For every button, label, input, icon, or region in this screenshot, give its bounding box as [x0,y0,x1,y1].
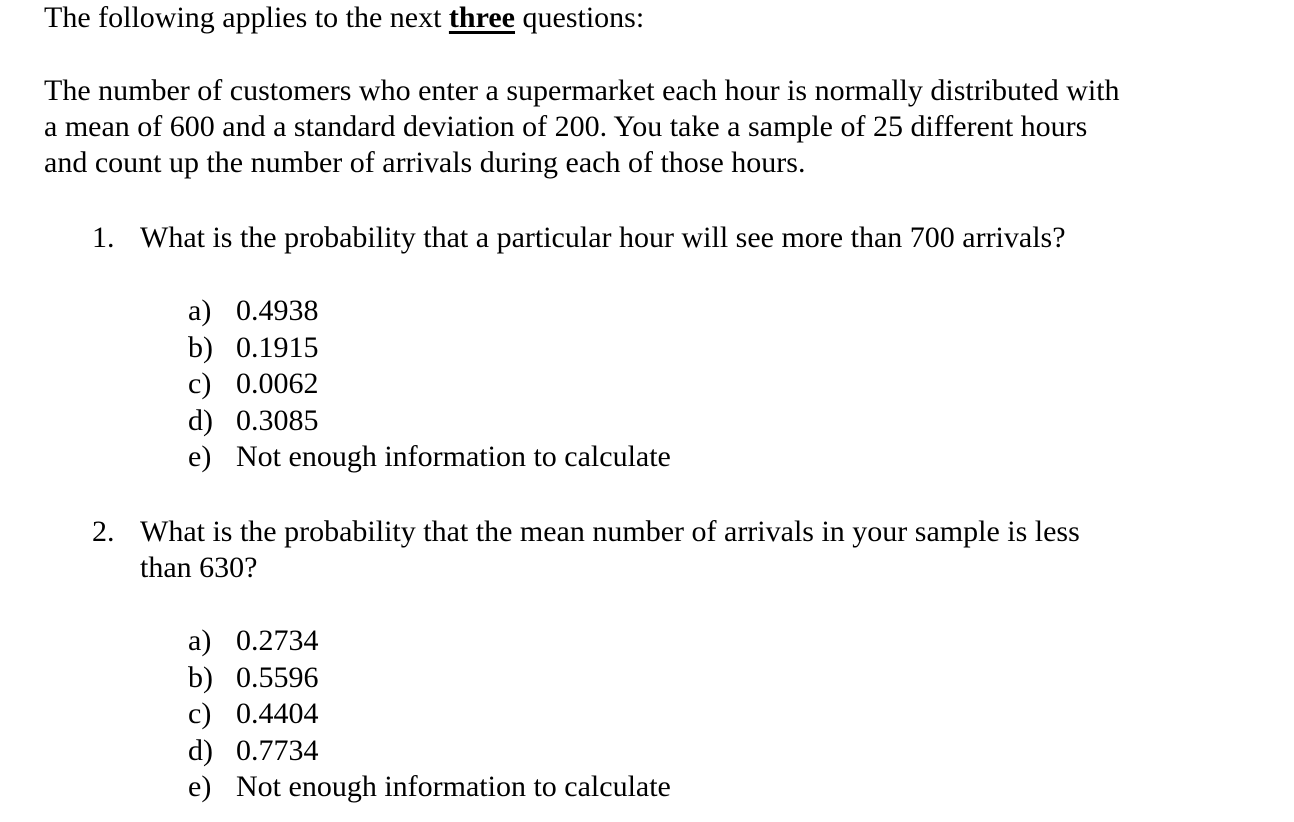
option-text: 0.4938 [236,294,319,327]
question-text-line: What is the probability that the mean number of arrivals in your sample is less [140,515,1080,548]
stem-line: a mean of 600 and a standard deviation of 200. You take a sample of 25 different hours [44,110,1088,143]
question-text-line: than 630? [140,551,258,584]
question-text [140,514,1200,586]
option-text: 0.4404 [236,697,319,731]
answer-option-c[interactable] [188,696,888,733]
option-text: 0.2734 [236,624,319,657]
option-letter: d) [188,733,213,767]
option-text: Not enough information to calculate [236,440,671,474]
answer-option-b[interactable] [188,660,888,697]
question-number: 1. [92,221,115,254]
option-letter: d) [188,403,213,437]
question-text [140,220,1200,256]
intro-suffix: questions: [515,1,645,34]
problem-stem [44,73,1234,181]
option-text: Not enough information to calculate [236,770,671,804]
answer-option-b[interactable] [188,330,888,367]
option-letter: b) [188,330,213,364]
answer-options [188,293,888,476]
option-letter: e) [188,770,212,804]
option-text: 0.7734 [236,733,319,767]
intro-prefix: The following applies to the next [44,1,449,34]
answer-options [188,623,888,806]
option-letter: a) [188,624,212,657]
intro-instruction [44,0,644,36]
option-letter: c) [188,697,212,731]
stem-line: The number of customers who enter a supermarket each hour is normally distributed with [44,74,1120,107]
option-text: 0.0062 [236,367,319,401]
answer-option-a[interactable] [188,293,888,330]
answer-option-a[interactable] [188,623,888,660]
option-text: 0.5596 [236,660,319,694]
question-text-line: What is the probability that a particular hour will see more than 700 arrivals? [140,221,1066,254]
option-text: 0.3085 [236,403,319,437]
answer-option-d[interactable] [188,403,888,440]
intro-emphasis: three [448,1,516,34]
answer-option-c[interactable] [188,366,888,403]
answer-option-d[interactable] [188,733,888,770]
answer-option-e[interactable] [188,769,888,806]
answer-option-e[interactable] [188,439,888,476]
stem-line: and count up the number of arrivals during each of those hours. [44,146,806,179]
option-text: 0.1915 [236,330,319,364]
option-letter: c) [188,367,212,401]
option-letter: b) [188,660,213,694]
option-letter: e) [188,440,212,474]
option-letter: a) [188,294,212,327]
question-number: 2. [92,515,115,548]
